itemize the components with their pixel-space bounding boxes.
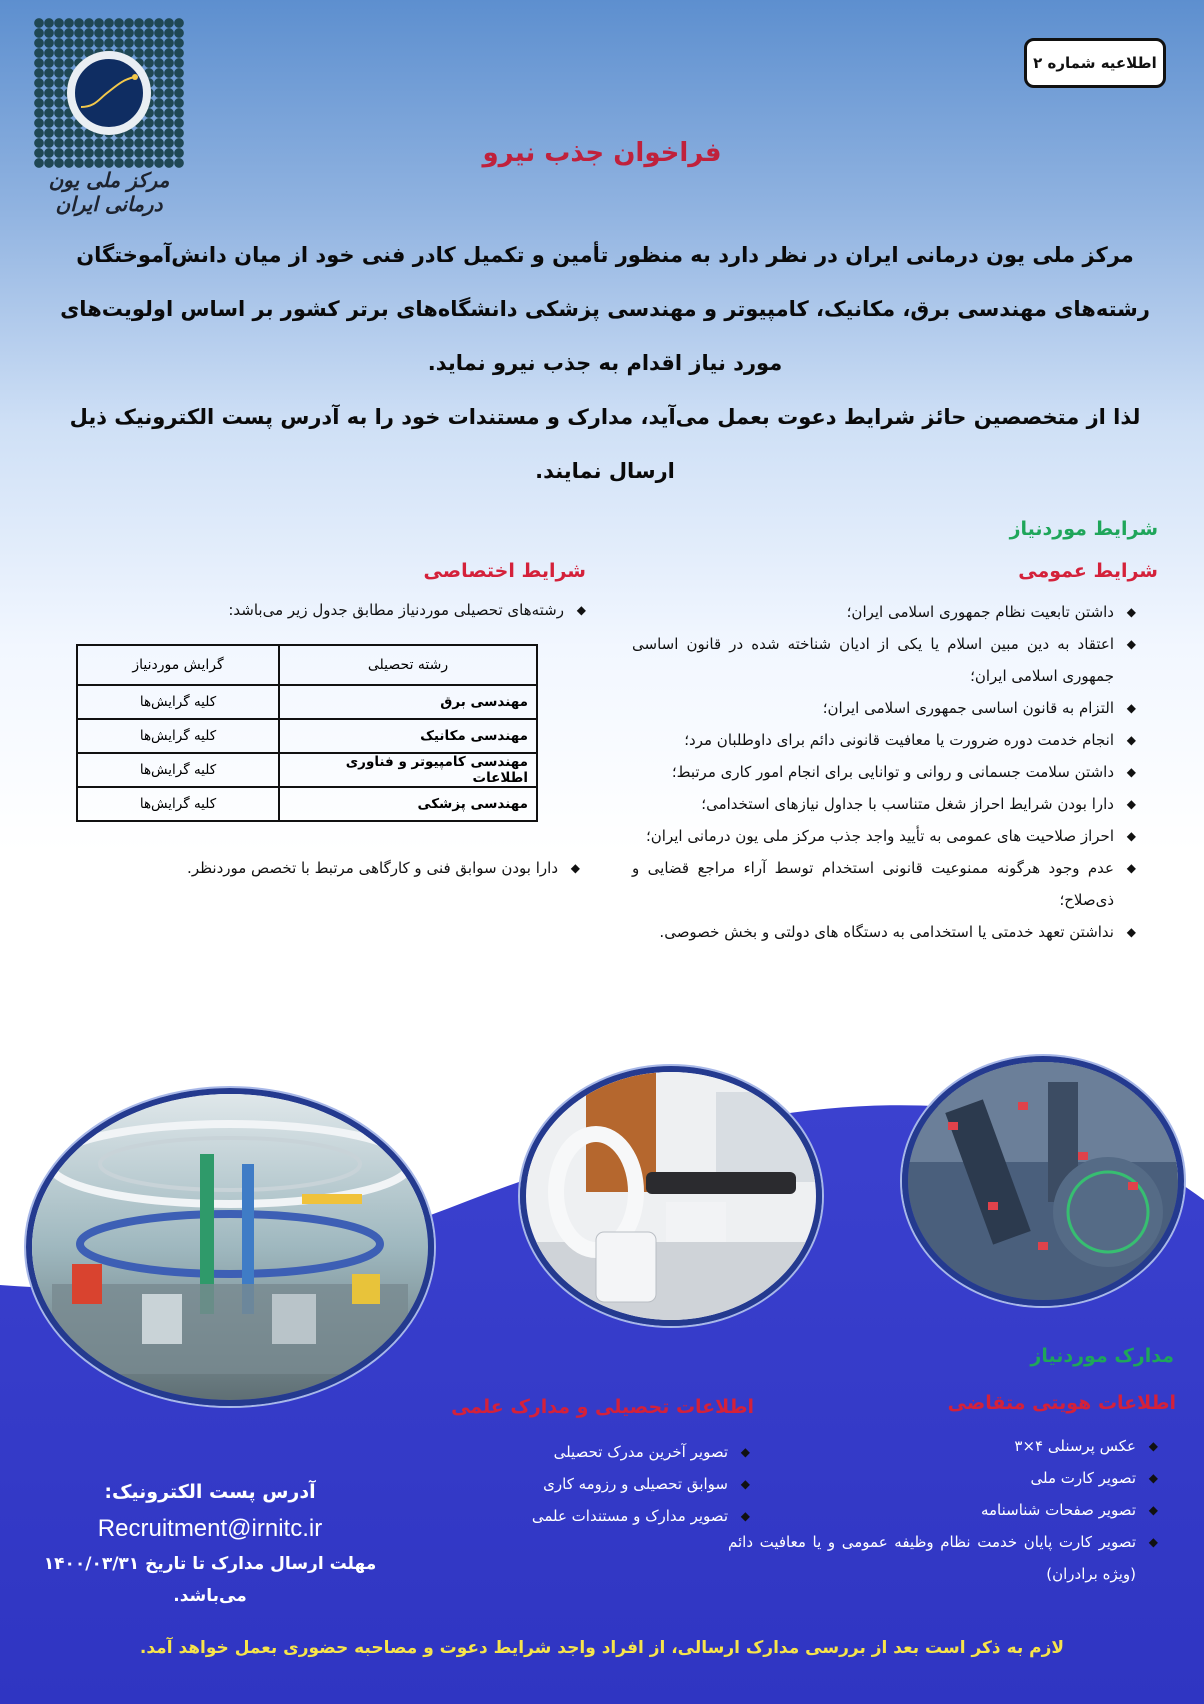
- documents-heading: مدارک موردنیاز: [1030, 1345, 1174, 1367]
- list-item: ◆ نداشتن تعهد خدمتی یا استخدامی به دستگاه های دولتی و بخش خصوصی.: [632, 916, 1136, 948]
- identity-documents-list: [728, 1430, 1158, 1590]
- email-link[interactable]: Recruitment@irnitc.ir: [97, 1515, 323, 1542]
- list-item: ◆ داشتن سلامت جسمانی و روانی و توانایی برای انجام امور کاری مرتبط؛: [632, 756, 1136, 788]
- table-row: [77, 787, 537, 821]
- list-item: ◆ عکس پرسنلی ۴×۳: [728, 1430, 1158, 1462]
- requirements-heading: شرایط موردنیاز: [1009, 518, 1158, 540]
- intro-text: [60, 228, 1150, 498]
- page-title: فراخوان جذب نیرو: [482, 138, 722, 168]
- contact-block: [10, 1474, 410, 1612]
- academic-info-heading: اطلاعات تحصیلی و مدارک علمی: [451, 1396, 754, 1418]
- center-logo: [24, 18, 194, 218]
- logo-emblem: [67, 51, 151, 135]
- list-item: ◆ تصویر کارت ملی: [728, 1462, 1158, 1494]
- table-cell-specialization: کلیه گرایش‌ها: [77, 753, 279, 787]
- specific-conditions-extra: [140, 852, 580, 884]
- accelerator-hall-photo: [26, 1088, 434, 1406]
- list-item: ◆ اعتقاد به دین مبین اسلام یا یکی از ادیان شناخته شده در قانون اساسی جمهوری اسلامی ایران؛: [632, 628, 1136, 692]
- fields-table: [76, 644, 538, 822]
- list-item: ◆ التزام به قانون اساسی جمهوری اسلامی ایران؛: [632, 692, 1136, 724]
- intro-paragraph-1: مرکز ملی یون درمانی ایران در نظر دارد به منظور تأمین و تکمیل کادر فنی خود از میان دانش‌آموختگان رشته‌های مهندسی برق، مکانیک، کامپیوتر و مهندسی پزشکی دانشگاه‌های برتر کشور بر اساس اولویت‌های مورد نیاز اقدام به جذب نیرو نماید.: [60, 243, 1150, 375]
- general-conditions-heading: شرایط عمومی: [1018, 560, 1158, 582]
- table-row: [77, 753, 537, 787]
- notice-number-badge: اطلاعیه شماره ۲: [1024, 38, 1166, 88]
- table-header-field: رشته تحصیلی: [279, 645, 537, 685]
- list-item: ◆ عدم وجود هرگونه ممنوعیت قانونی استخدام توسط آراء مراجع قضایی و ذی‌صلاح؛: [632, 852, 1136, 916]
- intro-paragraph-2: لذا از متخصصین حائز شرایط دعوت بعمل می‌آید، مدارک و مستندات خود را به آدرس پست الکترونیک ذیل ارسال نمایند.: [69, 405, 1141, 483]
- patient-positioning-photo: [902, 1056, 1184, 1306]
- table-header-row: [77, 645, 537, 685]
- logo-text: مرکز ملی یون درمانی ایران: [48, 168, 170, 216]
- table-cell-field: مهندسی برق: [279, 685, 537, 719]
- list-item: ◆ دارا بودن شرایط احراز شغل متناسب با جداول نیازهای استخدامی؛: [632, 788, 1136, 820]
- list-item: ◆ تصویر آخرین مدرک تحصیلی: [450, 1436, 750, 1468]
- table-row: [77, 685, 537, 719]
- deadline-text: مهلت ارسال مدارک تا تاریخ ۱۴۰۰/۰۳/۳۱ می‌باشد.: [43, 1554, 377, 1606]
- identity-info-heading: اطلاعات هویتی متقاضی: [947, 1392, 1176, 1414]
- list-item: ◆ تصویر مدارک و مستندات علمی: [450, 1500, 750, 1532]
- table-cell-field: مهندسی مکانیک: [279, 719, 537, 753]
- table-cell-field: مهندسی پزشکی: [279, 787, 537, 821]
- table-header-specialization: گرایش موردنیاز: [77, 645, 279, 685]
- list-item: ◆ تصویر صفحات شناسنامه: [728, 1494, 1158, 1526]
- table-cell-specialization: کلیه گرایش‌ها: [77, 685, 279, 719]
- table-row: [77, 719, 537, 753]
- footer-note: لازم به ذکر است بعد از بررسی مدارک ارسالی، از افراد واجد شرایط دعوت و مصاحبه حضوری بعمل خواهد آمد.: [139, 1638, 1065, 1658]
- fields-table-container: [76, 644, 538, 822]
- list-item: ◆ سوابق تحصیلی و رزومه کاری: [450, 1468, 750, 1500]
- list-item: ◆ احراز صلاحیت های عمومی به تأیید واجد جذب مرکز ملی یون درمانی ایران؛: [632, 820, 1136, 852]
- specific-conditions-heading: شرایط اختصاصی: [423, 560, 586, 582]
- general-conditions-list: [632, 596, 1136, 948]
- table-cell-specialization: کلیه گرایش‌ها: [77, 787, 279, 821]
- list-item: ◆ تصویر کارت پایان خدمت نظام وظیفه عمومی و یا معافیت دائم (ویژه برادران): [728, 1526, 1158, 1590]
- list-item: ◆ داشتن تابعیت نظام جمهوری اسلامی ایران؛: [632, 596, 1136, 628]
- list-item: ◆ رشته‌های تحصیلی موردنیاز مطابق جدول زیر می‌باشد:: [146, 594, 586, 626]
- academic-documents-list: [450, 1436, 750, 1532]
- list-item: ◆ دارا بودن سوابق فنی و کارگاهی مرتبط با تخصص موردنظر.: [140, 852, 580, 884]
- specific-conditions-intro: [146, 594, 586, 626]
- email-label: آدرس پست الکترونیک:: [104, 1481, 316, 1503]
- treatment-room-photo: [520, 1066, 822, 1326]
- list-item: ◆ انجام خدمت دوره ضرورت یا معافیت قانونی دائم برای داوطلبان مرد؛: [632, 724, 1136, 756]
- table-cell-specialization: کلیه گرایش‌ها: [77, 719, 279, 753]
- table-cell-field: مهندسی کامپیوتر و فناوری اطلاعات: [279, 753, 537, 787]
